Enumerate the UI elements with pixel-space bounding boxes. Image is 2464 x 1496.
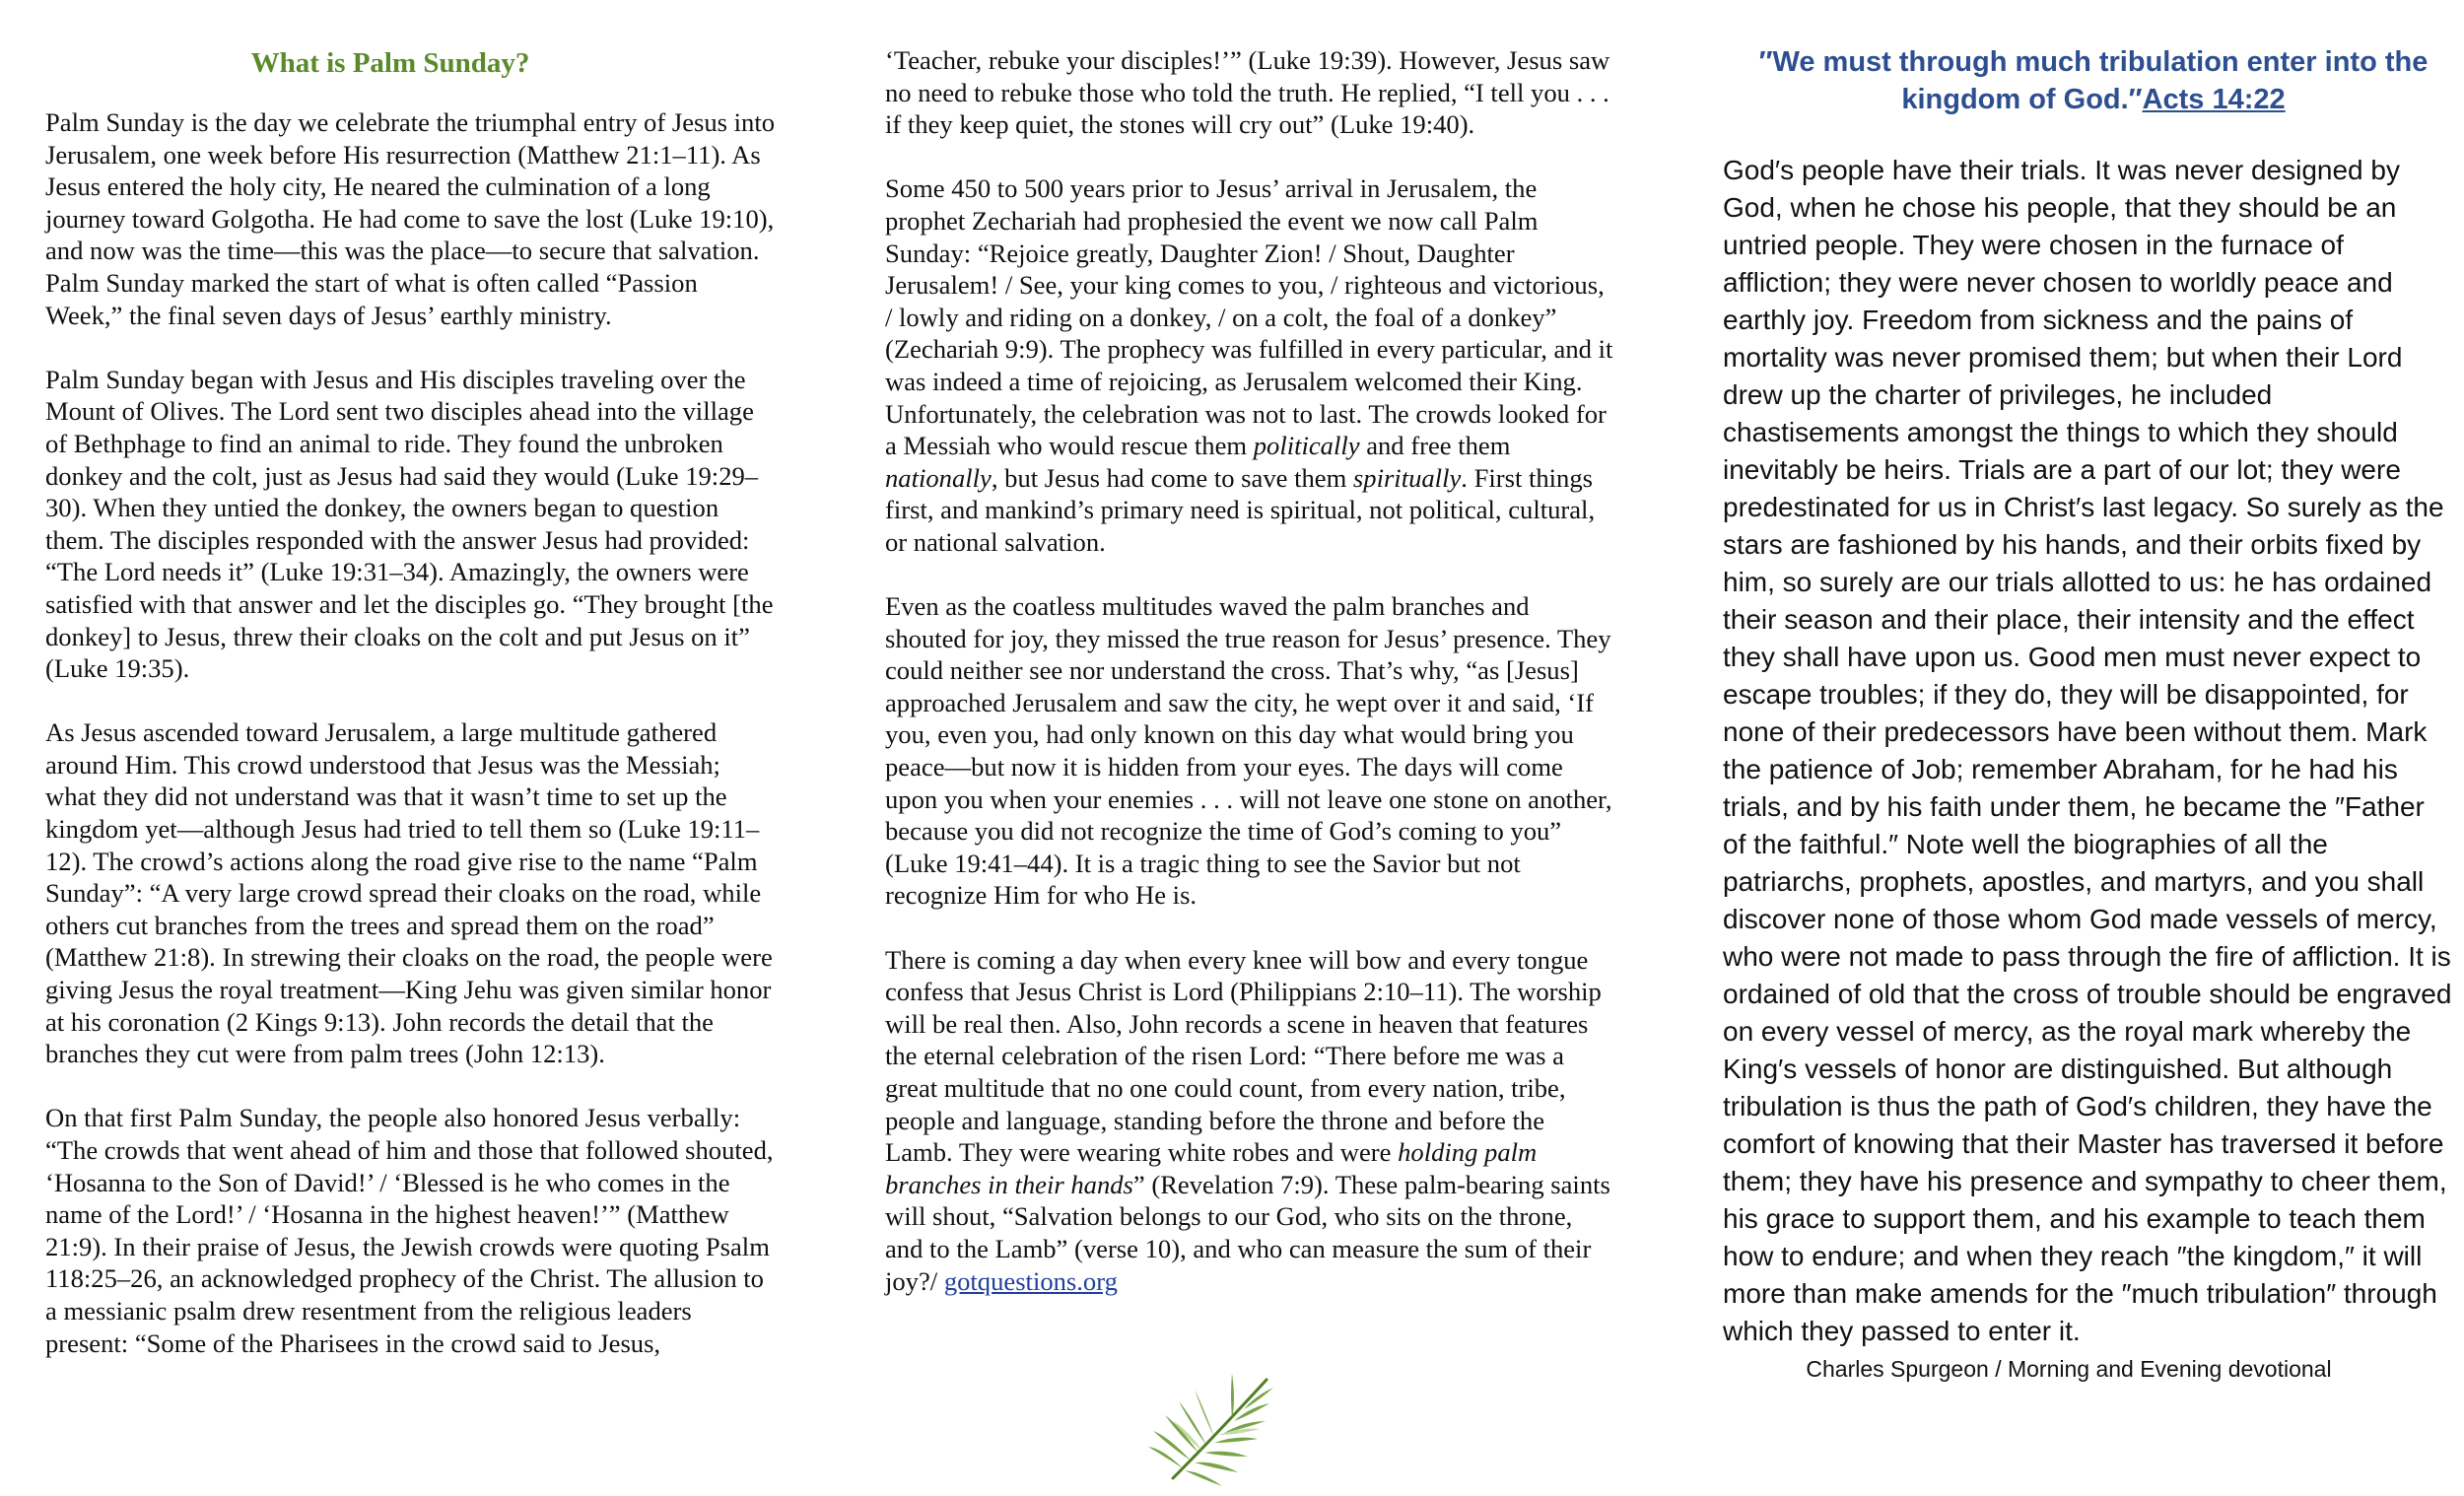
attribution: Charles Spurgeon / Morning and Evening devotional (1806, 1356, 2332, 1382)
italic-run: holding palm branches in their hands (885, 1137, 1538, 1199)
scripture-quote (1723, 43, 2454, 118)
quote-text: ″We must through much tribulation enter into the kingdom of God.″ (1758, 46, 2429, 115)
paragraph: Even as the coatless multitudes waved the palm branches and shouted for joy, they missed the true reason for Jesus’ presence. They could neither see nor understand the cross. That’s why, “as [Jesus] approached Jerusalem and saw the city, he wept over it and said, ‘If you, even you, had only known on this day what would bring you peace—but now it is hidden from your eyes. The days will come upon you when your enemies . . . will not leave one stone on another, because you did not recognize the time of God’s coming to you” (Luke 19:41–44). It is a tragic thing to see the Savior but not recognize Him for who He is. (885, 591, 1612, 911)
middle-column (885, 0, 1614, 1329)
quote-reference-link[interactable]: Acts 14:22 (2142, 84, 2286, 115)
text-run: and free them (1359, 431, 1511, 461)
paragraph (885, 944, 1614, 1298)
italic-run: politically (1253, 431, 1360, 461)
text-run: , but Jesus had come to save them (991, 462, 1353, 493)
right-column (1723, 0, 2454, 1384)
paragraph: On that first Palm Sunday, the people also honored Jesus verbally: “The crowds that went ahead of him and those that followed shouted, ‘Hosanna to the Son of David!’ / ‘Blessed is he who comes in the name of the Lord!’ / ‘Hosanna in the highest heaven!’” (Matthew 21:9). In their praise of Jesus, the Jewish crowds were quoting Psalm 118:25–26, an acknowledged prophecy of the Christ. The allusion to a messianic psalm drew resentment from the religious leaders present: “Some of the Pharisees in the crowd said to Jesus, (45, 1103, 774, 1358)
gotquestions-link[interactable]: gotquestions.org (943, 1265, 1118, 1296)
devotional-text: God′s people have their trials. It was never designed by God, when he chose his people, that they should be an untried people. They were chosen in the furnace of affliction; they were never chosen to worldly peace and earthly joy. Freedom from sickness and the pains of mortality was never promised them; but when their Lord drew up the charter of privileges, he included chastisements amongst the things to which they should inevitably be heirs. Trials are a part of our lot; they were predestinated for us in Christ′s last legacy. So surely as the stars are fashioned by his hands, and their orbits fixed by him, so surely are our trials allotted to us: he has ordained their season and their place, their intensity and the effect they shall have upon us. Good men must never expect to escape troubles; if they do, they will be disappointed, for none of their predecessors have been without them. Mark the patience of Job; remember Abraham, for he had his trials, and by his faith under them, he became the ″Father of the faithful.″ Note well the biographies of all the patriarchs, prophets, apostles, and martyrs, and you shall discover none of those whom God made vessels of mercy, who were not made to pass through the fire of affliction. It is ordained of old that the cross of trouble should be engraved on every vessel of mercy, as the royal mark whereby the King′s vessels of honor are distinguished. But although tribulation is thus the path of God′s children, they have the comfort of knowing that their Master has traversed it before them; they have his presence and sympathy to cheer them, his grace to support them, and his example to teach them how to endure; and when they reach ″the kingdom,″ it will more than make amends for the ″much tribulation″ through which they passed to enter it. (1723, 155, 2452, 1346)
paragraph (885, 172, 1614, 558)
page-title: What is Palm Sunday? (250, 47, 530, 79)
middle-column-body (885, 44, 1614, 1297)
left-column (45, 0, 775, 1392)
palm-branch-icon (1143, 1370, 1281, 1490)
italic-run: nationally (885, 462, 992, 493)
paragraph: Palm Sunday began with Jesus and His disciples traveling over the Mount of Olives. The Lord sent two disciples ahead into the village of Bethphage to find an animal to ride. They found the unbroken donkey and the colt, just as Jesus had said they would (Luke 19:29–30). When they untied the donkey, the owners began to question them. The disciples responded with the answer Jesus had provided: “The Lord needs it” (Luke 19:31–34). Amazingly, the owners were satisfied with that answer and let the disciples go. “They brought [the donkey] to Jesus, threw their cloaks on the colt and put Jesus on it” (Luke 19:35). (45, 364, 774, 684)
text-run: Some 450 to 500 years prior to Jesus’ arrival in Jerusalem, the prophet Zechariah had prophesied the event we now call Palm Sunday: “Rejoice greatly, Daughter Zion! / Shout, Daughter Jerusalem! / See, your king comes to you, / righteous and victorious, / lowly and riding on a donkey, / on a colt, the foal of a donkey” (Zechariah 9:9). The prophecy was fulfilled in every particular, and it was indeed a time of rejoicing, as Jerusalem welcomed their King. Unfortunately, the celebration was not to last. The crowds looked for a Messiah who would rescue them (885, 173, 1613, 461)
text-run: ” (Revelation 7:9). These palm-bearing saints will shout, “Salvation belongs to our God, who sits on the throne, and to the Lamb” (verse 10), and who can measure the sum of their joy?/ (885, 1169, 1610, 1296)
paragraph: Palm Sunday is the day we celebrate the triumphal entry of Jesus into Jerusalem, one week before His resurrection (Matthew 21:1–11). As Jesus entered the holy city, He neared the culmination of a long journey toward Golgotha. He had come to save the lost (Luke 19:10), and now was the time—this was the place—to secure that salvation. Palm Sunday marked the start of what is often called “Passion Week,” the final seven days of Jesus’ earthly ministry. (45, 107, 776, 330)
left-column-body (45, 106, 775, 1359)
paragraph: ‘Teacher, rebuke your disciples!’” (Luke 19:39). However, Jesus saw no need to rebuke those who told the truth. He replied, “I tell you . . . if they keep quiet, the stones will cry out” (Luke 19:40). (885, 45, 1610, 140)
italic-run: spiritually (1352, 462, 1462, 493)
text-run: . First things first, and mankind’s primary need is spiritual, not political, cultural, or national salvation. (885, 462, 1596, 557)
paragraph: As Jesus ascended toward Jerusalem, a large multitude gathered around Him. This crowd understood that Jesus was the Messiah; what they did not understand was that it wasn’t time to set up the kingdom yet—although Jesus had tried to tell them so (Luke 19:11–12). The crowd’s actions along the road give rise to the name “Palm Sunday”: “A very large crowd spread their cloaks on the road, while others cut branches from the trees and spread them on the road” (Matthew 21:8). In strewing their cloaks on the road, the people were giving Jesus the royal treatment—King Jehu was given similar honor at his coronation (2 Kings 9:13). John records the detail that the branches they cut were from palm trees (John 12:13). (45, 717, 773, 1069)
text-run: There is coming a day when every knee will bow and every tongue confess that Jesus Christ is Lord (Philippians 2:10–11). The worship will be real then. Also, John records a scene in heaven that features the eternal celebration of the risen Lord: “There before me was a great multitude that no one could count, from every nation, tribe, people and language, standing before the throne and before the Lamb. They were wearing white robes and were (885, 944, 1602, 1168)
